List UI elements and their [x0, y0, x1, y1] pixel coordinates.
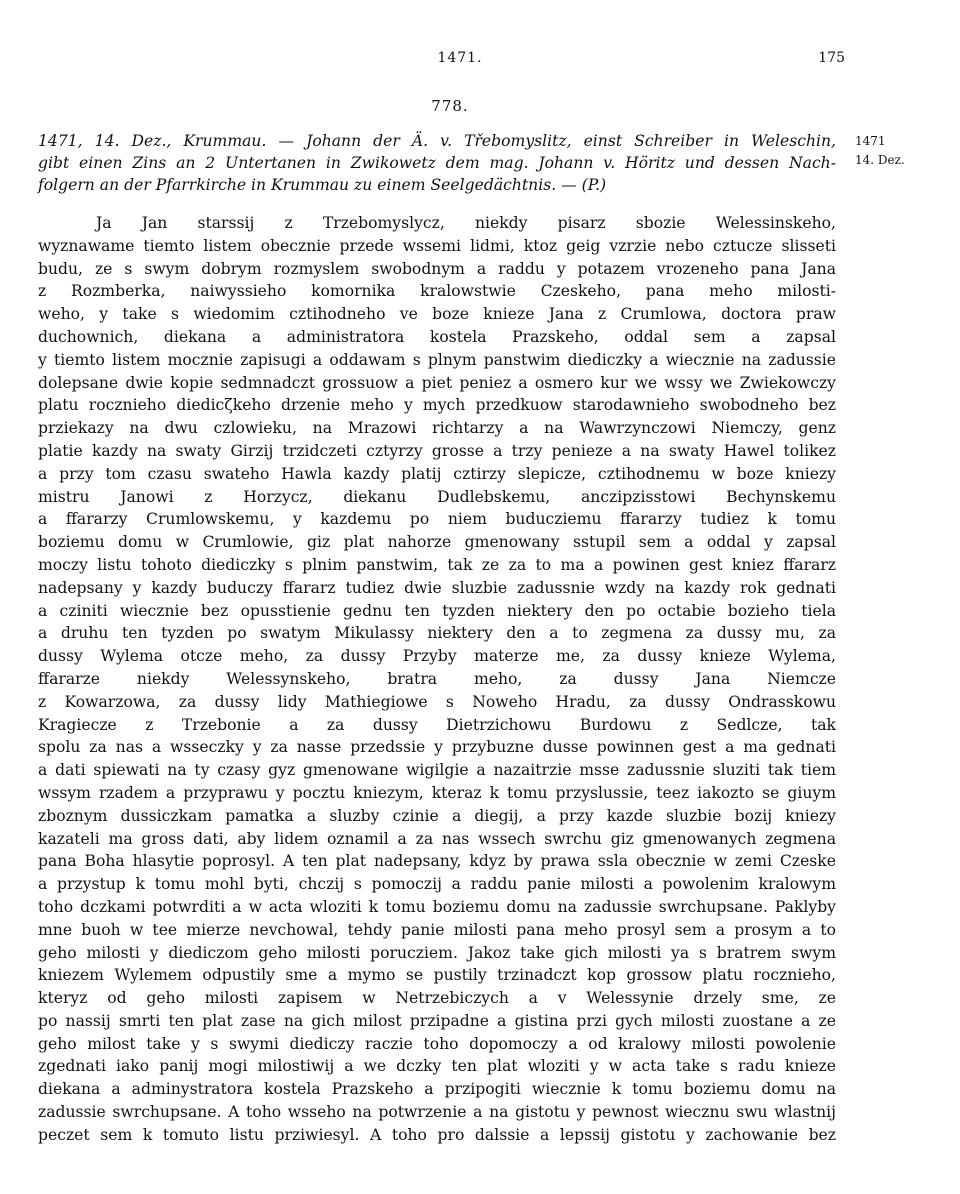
text-line: budu, ze s swym dobrym rozmyslem swobodnym a raddu y potazem vrozeneho pana Jana	[38, 259, 836, 278]
text-line: weho, y take s wiedomim cztihodneho ve boze knieze Jana z Crumlowa, doctora praw	[38, 305, 836, 324]
text-line: peczet sem k tomuto listu przіwiesyl. A toho pro dalssie a lepssij gistotu y zachowanie bez	[38, 1125, 836, 1144]
margin-date: 14. Dez.	[855, 153, 905, 167]
charter-text	[38, 212, 836, 1147]
text-line: zboznym dussiczkam pamatka a sluzby czinie a diegij, a przy kazde sluzbie bozij kniezy	[38, 806, 836, 825]
text-line: a dati spiewati na ty czasy gyz gmenowane wigilgie a nazaitrzie msse zadussnie sluziti tak tiem	[38, 761, 836, 780]
text-line: Ja Jan starssij z Trzebomyslycz, niekdy pisarz sbozie Welessinskeho,	[96, 214, 836, 232]
page-number: 175	[818, 50, 845, 66]
text-line: ffararze niekdy Welessynskeho, bratra meho, za dussy Jana Niemcze	[38, 669, 836, 688]
text-line: dolepsane dwie kopie sedmnadczt grossuow a piet peniez a osmero kur we wssy we Zwiekowczy	[38, 373, 836, 392]
text-line: dussy Wylema otcze meho, za dussy Przyby materze me, za dussy knieze Wylema,	[38, 647, 836, 666]
text-line: toho dczkami potwrditi a w acta wloziti k tomu boziemu domu na zadussie swrchupsane. Paklyby	[38, 897, 836, 916]
margin-year: 1471	[855, 134, 886, 148]
text-line: a przystup k tomu mohl byti, chczij s pomoczij a raddu panie milosti a powolenim kralowym	[38, 875, 836, 894]
text-line: moczy listu tohoto diediczky s plnim panstwim, tak ze za to ma a powinen gest kniez ffararz	[38, 555, 836, 574]
text-line: a ffararzy Crumlowskemu, y kazdemu po niem buduczіemu ffararzy tudiez k tomu	[38, 510, 836, 529]
text-line: spolu za nas a wsseczky y za nasse przedssie y przybuzne dusse powinnen gest a ma gednati	[38, 738, 836, 757]
document-number: 778.	[431, 97, 469, 115]
text-line: kazateli ma gross dati, aby lidem oznamil a za nas wssech swrchu giz gmenowanych zegmena	[38, 829, 836, 848]
text-line: a druhu ten tyzden po swatym Mikulassy niektery den a to zegmena za dussy mu, za	[38, 624, 836, 643]
text-line: zadussie swrchupsane. A toho wsseho na potwrzenie a na gistotu y pewnost wiecznu swu wlastnij	[38, 1103, 836, 1122]
text-line: kniezem Wylemem odpustily sme a mymo se pustily trzinadczt kop grossow platu roczniehο,	[38, 966, 836, 985]
text-line: zgednati iako panij mogi milostiwij a we dczky ten plat wloziti y w acta take s radu knieze	[38, 1057, 836, 1076]
text-line: wyznawame tiemto listem obecznie przede wssemi lidmi, ktoz geig vzrzie nebo cztucze slisseti	[38, 236, 836, 255]
regest-line: 1471, 14. Dez., Krummau. — Johann der Ä. v. Třebomyslitz, einst Schreiber in Weleschin,	[38, 132, 836, 150]
running-head-year: 1471.	[437, 50, 483, 66]
text-line: nadepsany y kazdy buduczy ffararz tudiez dwie sluzbie zadussnie wzdy na kazdy rok gednati	[38, 578, 836, 597]
text-line: przіekazy na dwu czlowieku, na Mrazowi richtarzy a na Wawrzynczowi Niemczy, genz	[38, 419, 836, 438]
text-line: a cziniti wiecznie bez opusstienie gednu ten tyzden niektery den po octabie bozieho tiela	[38, 601, 836, 620]
text-line: Kragiecze z Trzebonie a za dussy Dietrzichowu Burdowu z Sedlcze, tak	[38, 715, 836, 734]
regest-line: folgern an der Pfarrkirche in Krummau zu einem Seelgedächtnis. — (P.)	[38, 176, 607, 194]
text-line: boziemu domu w Crumlowie, giz plat nahorze gmenowany sstupil sem a oddal y zapsal	[38, 533, 836, 552]
text-line: z Rozmberka, naiwyssieho komornika kralowstwie Czeskeho, pana meho milosti-	[38, 282, 836, 301]
text-line: a przy tom czasu swateho Hawla kazdy platij cztirzy slepicze, cztihodnemu w boze kniezy	[38, 464, 836, 483]
text-line: mistru Janowi z Horzycz, diekanu Dudlebskemu, anczipzisstowi Bechynskemu	[38, 487, 836, 506]
text-line: pana Boha hlasytie poprosyl. A ten plat nadepsany, kdyz by prawa ssla obecznie w zemi Czeske	[38, 852, 836, 871]
text-line: y tiemto listem mocznie zapisugi a oddawam s plnym panstwim diediczky a wiecznie na zadussie	[38, 350, 836, 369]
text-line: platie kazdy na swaty Girzij trzidczeti cztyrzy grosse a trzy penieze a na swaty Hawel tolikez	[38, 441, 836, 460]
text-line: diekana a adminystratora kostela Prazskeho a przipogiti wiecznie k tomu boziemu domu na	[38, 1080, 836, 1099]
text-line: kteryz od geho milosti zapisem w Netrzebiczych a v Welessynie drzely sme, ze	[38, 989, 836, 1008]
text-line: platu roczniehο diedicζkeho drzenie meho y mych przedkuow starodawnieho swobodneho bez	[38, 396, 836, 415]
margin-date-note	[855, 132, 935, 170]
text-line: po nassij smrti ten plat zase na gich milost przipadne a gistina przi gych milosti zuostane a ze	[38, 1011, 836, 1030]
text-line: mne buoh w tee mierze nevchowal, tehdy panie milosti pana meho prosyl sem a prosym a to	[38, 920, 836, 939]
text-line: z Kowarzowa, za dussy lidy Mathiegiowe s Noweho Hradu, za dussy Ondrasskowu	[38, 692, 836, 711]
regest-line: gibt einen Zins an 2 Untertanen in Zwikowetz dem mag. Johann v. Höritz und dessen Nach-	[38, 154, 836, 172]
regest-summary	[38, 130, 836, 196]
text-line: duchownich, diekana a administratora kostela Prazskeho, oddal sem a zapsal	[38, 327, 836, 346]
text-line: geho milosti y diediczom geho milosti poruczіem. Jakoz take gich milosti ya s bratrem swym	[38, 943, 836, 962]
text-line: wssym rzadem a przyprawu y pocztu kniezym, kteraz k tomu przyslussie, teez iakozto se giuym	[38, 783, 836, 802]
text-line: geho milost take y s swymi diediczy raczie toho dopomoczy a od kralowy milosti powolenie	[38, 1034, 836, 1053]
